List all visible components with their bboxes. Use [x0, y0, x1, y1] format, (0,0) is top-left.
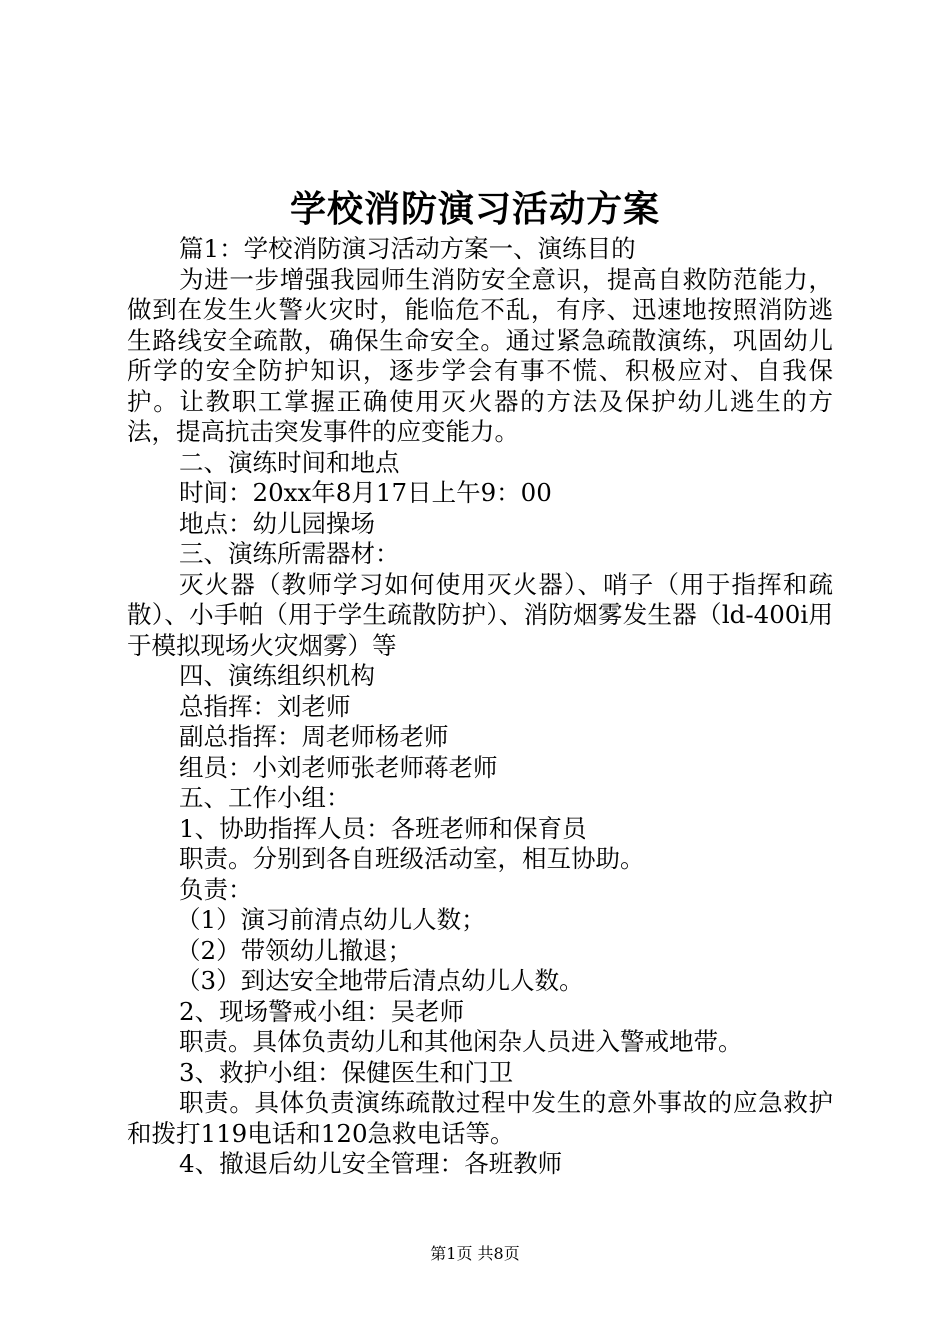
body-paragraph: 灭火器（教师学习如何使用灭火器）、哨子（用于指挥和疏散）、小手帕（用于学生疏散防护）、消防烟雾发生器（ld-400i用于模拟现场火灾烟雾）等: [127, 569, 833, 660]
body-paragraph: 职责。具体负责演练疏散过程中发生的意外事故的应急救护和拨打119电话和120急救电话等。: [127, 1088, 833, 1148]
body-paragraph: 篇1：学校消防演习活动方案一、演练目的: [179, 234, 636, 263]
body-paragraph: （1）演习前清点幼儿人数；: [176, 905, 486, 934]
body-paragraph: 时间：20xx年8月17日上午9：00: [179, 478, 552, 507]
page-footer: 第1页 共8页: [430, 1244, 520, 1263]
body-paragraph: 3、救护小组：保健医生和门卫: [179, 1057, 514, 1087]
body-paragraph: 负责：: [179, 874, 253, 904]
body-paragraph: （3）到达安全地带后清点幼儿人数。: [176, 966, 584, 995]
body-paragraph: 四、演练组织机构: [179, 661, 375, 690]
body-paragraph: 1、协助指挥人员：各班老师和保育员: [179, 813, 587, 843]
body-paragraph: 4、撤退后幼儿安全管理：各班教师: [179, 1149, 563, 1178]
body-paragraph: （2）带领幼儿撤退；: [176, 935, 413, 965]
document-title: 学校消防演习活动方案: [289, 188, 660, 230]
document-body: [127, 234, 833, 1180]
body-paragraph: 组员：小刘老师张老师蒋老师: [179, 752, 498, 782]
body-paragraph: 为进一步增强我园师生消防安全意识，提高自救防范能力，做到在发生火警火灾时，能临危不乱，有序、迅速地按照消防逃生路线安全疏散，确保生命安全。通过紧急疏散演练，巩固幼儿所学的安全防护知识，逐步学会有事不慌、积极应对、自我保护。让教职工掌握正确使用灭火器的方法及保护幼儿逃生的方法，提高抗击突发事件的应变能力。: [127, 264, 833, 446]
body-paragraph: 2、现场警戒小组：吴老师: [179, 996, 465, 1026]
body-paragraph: 副总指挥：周老师杨老师: [179, 722, 449, 751]
body-paragraph: 地点：幼儿园操场: [179, 508, 375, 538]
body-paragraph: 二、演练时间和地点: [179, 447, 400, 477]
body-paragraph: 总指挥：刘老师: [179, 691, 351, 721]
body-paragraph: 三、演练所需器材：: [179, 539, 400, 568]
body-paragraph: 职责。分别到各自班级活动室，相互协助。: [179, 844, 645, 873]
body-paragraph: 职责。具体负责幼儿和其他闲杂人员进入警戒地带。: [179, 1027, 743, 1056]
body-paragraph: 五、工作小组：: [179, 783, 351, 812]
